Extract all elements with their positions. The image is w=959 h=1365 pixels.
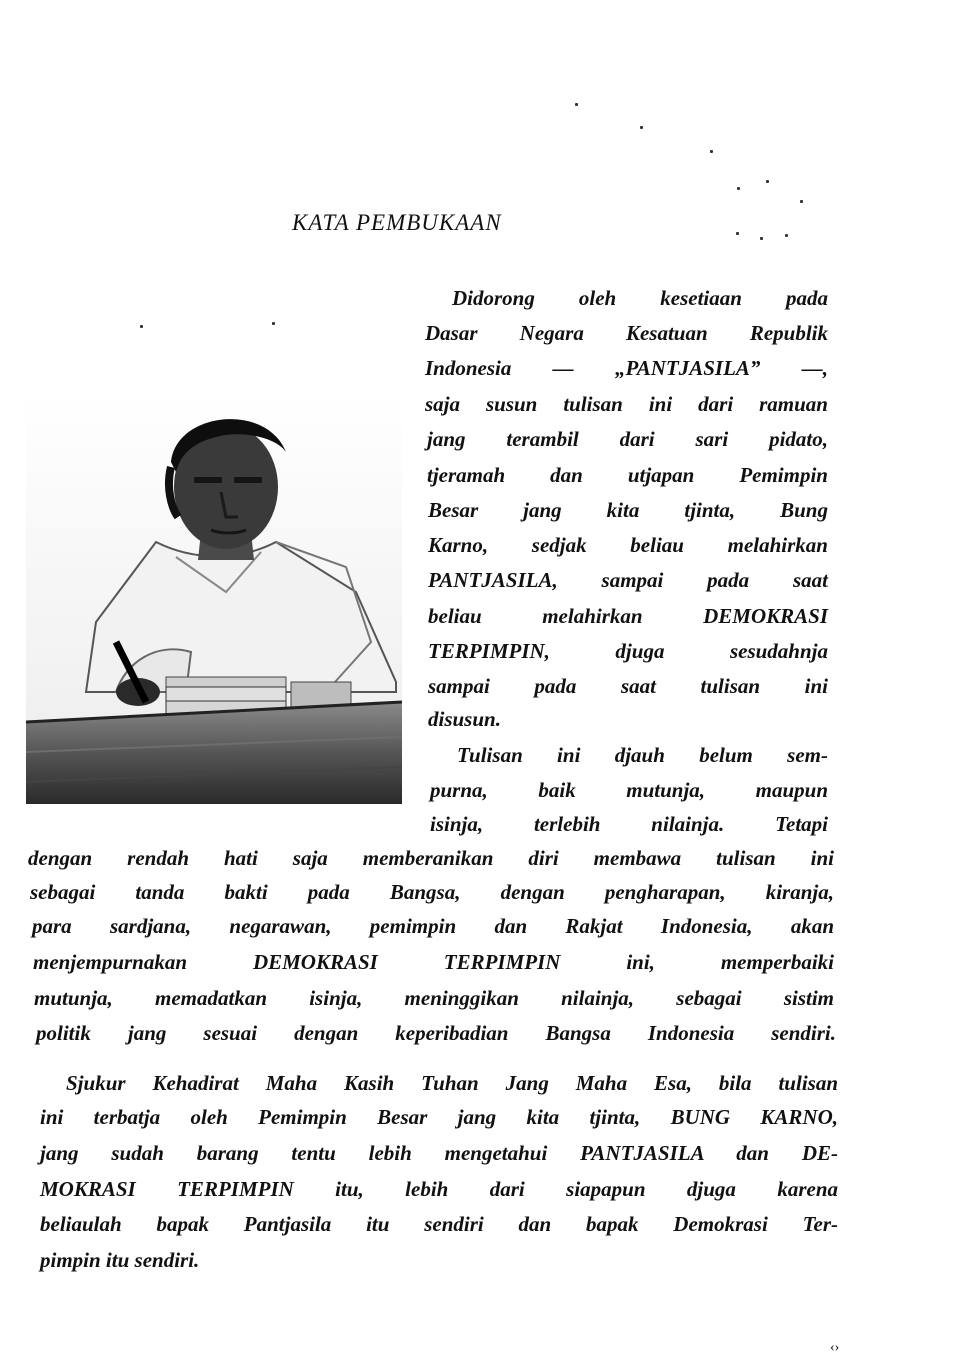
page-number: ‹› xyxy=(830,1340,840,1355)
speck xyxy=(140,325,143,328)
text-line: beliaulah bapak Pantjasila itu sendiri dan bapak Demokrasi Ter- xyxy=(40,1212,838,1236)
text-line: disusun. xyxy=(428,707,501,731)
author-photo xyxy=(26,392,402,804)
speck xyxy=(760,237,763,240)
text-line: isinja, terlebih nilainja. Tetapi xyxy=(430,812,828,836)
speck xyxy=(710,150,713,153)
text-line: politik jang sesuai dengan keperibadian Bangsa Indonesia sendiri. xyxy=(36,1021,836,1045)
text-line: mutunja, memadatkan isinja, meninggikan nilainja, sebagai sistim xyxy=(34,986,834,1010)
text-line: para sardjana, negarawan, pemimpin dan Rakjat Indonesia, akan xyxy=(32,914,834,938)
page-title: KATA PEMBUKAAN xyxy=(292,210,502,235)
text-line: Indonesia — „PANTJASILA” —, xyxy=(425,356,828,380)
speck xyxy=(736,232,739,235)
text-line: Sjukur Kehadirat Maha Kasih Tuhan Jang Maha Esa, bila tulisan xyxy=(66,1071,838,1095)
text-line: Besar jang kita tjinta, Bung xyxy=(428,498,828,522)
speck xyxy=(737,187,740,190)
speck xyxy=(640,126,643,129)
speck xyxy=(575,103,578,106)
text-line: sampai pada saat tulisan ini xyxy=(428,674,828,698)
text-line: Tulisan ini djauh belum sem- xyxy=(457,743,828,767)
text-line: dengan rendah hati saja memberanikan diri membawa tulisan ini xyxy=(28,846,834,870)
text-line: Dasar Negara Kesatuan Republik xyxy=(425,321,828,345)
text-line: saja susun tulisan ini dari ramuan xyxy=(425,392,828,416)
text-line: PANTJASILA, sampai pada saat xyxy=(428,568,828,592)
text-line: Didorong oleh kesetiaan pada xyxy=(452,286,828,310)
text-line: beliau melahirkan DEMOKRASI xyxy=(428,604,828,628)
text-line: tjeramah dan utjapan Pemimpin xyxy=(427,463,828,487)
text-line: jang sudah barang tentu lebih mengetahui PANTJASILA dan DE- xyxy=(40,1141,838,1165)
text-line: jang terambil dari sari pidato, xyxy=(427,427,828,451)
text-line: Karno, sedjak beliau melahirkan xyxy=(428,533,828,557)
text-line: pimpin itu sendiri. xyxy=(40,1248,200,1272)
speck xyxy=(785,234,788,237)
speck xyxy=(800,200,803,203)
speck xyxy=(272,322,275,325)
text-line: sebagai tanda bakti pada Bangsa, dengan pengharapan, kiranja, xyxy=(30,880,834,904)
text-line: TERPIMPIN, djuga sesudahnja xyxy=(428,639,828,663)
text-line: MOKRASI TERPIMPIN itu, lebih dari siapapun djuga karena xyxy=(40,1177,838,1201)
speck xyxy=(766,180,769,183)
text-line: menjempurnakan DEMOKRASI TERPIMPIN ini, memperbaiki xyxy=(33,950,834,974)
text-line: ini terbatja oleh Pemimpin Besar jang kita tjinta, BUNG KARNO, xyxy=(40,1105,838,1129)
text-line: purna, baik mutunja, maupun xyxy=(430,778,828,802)
